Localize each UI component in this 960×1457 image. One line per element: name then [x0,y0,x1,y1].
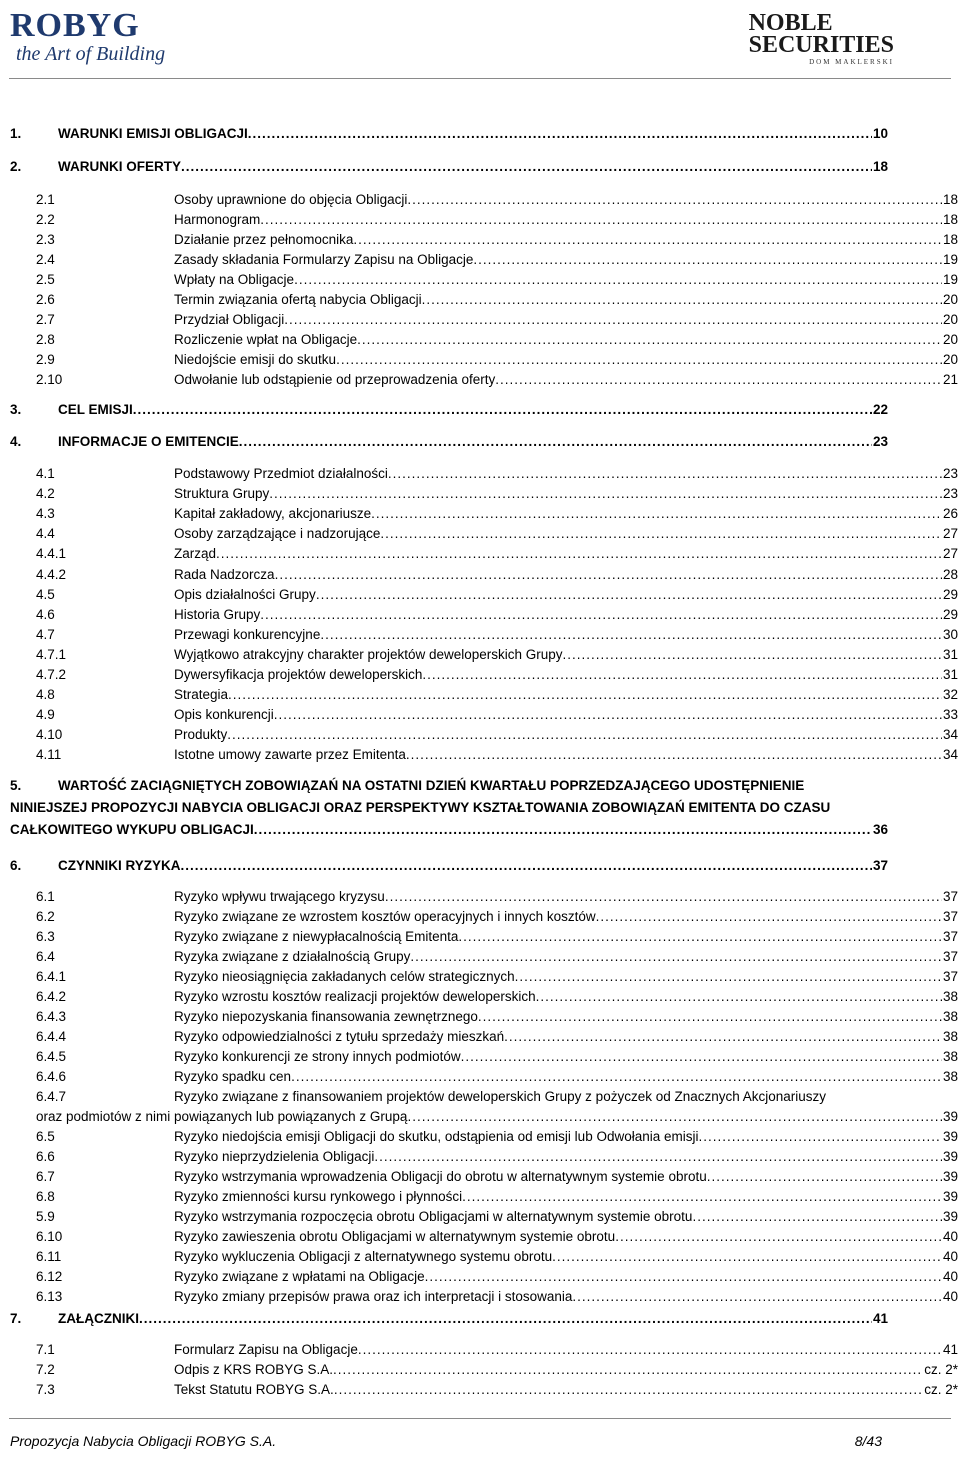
toc-entry-page: 32 [942,687,958,703]
toc-dot-leader [284,310,942,330]
toc-section-5-line-1 [10,776,958,796]
toc-item-4.10[interactable] [10,725,958,745]
toc-entry-page: cz. 2* [924,1362,958,1377]
toc-entry-number: 4.4.2 [36,566,67,582]
toc-entry-title: ZAŁĄCZNIKI [58,1311,139,1326]
toc-dot-leader [406,745,942,765]
toc-dot-leader [707,1167,942,1187]
toc-section-5-line-3[interactable] [10,820,958,840]
toc-entry-page: 20 [942,352,958,367]
toc-item-4.4[interactable] [10,524,958,544]
toc-dot-leader [291,1067,942,1087]
toc-entry-number: 4.10 [36,727,63,743]
toc-entry-title: CAŁKOWITEGO WYKUPU OBLIGACJI [10,822,254,837]
toc-entry-page: 31 [942,646,958,662]
toc-dot-leader [388,464,942,484]
toc-entry-number: 2.4 [36,252,55,267]
toc-dot-leader [139,1309,872,1329]
toc-entry-number: 6.1 [36,889,55,904]
toc-entry-page: 40 [942,1289,958,1304]
toc-dot-leader [504,1027,942,1047]
toc-entry-number: 6.2 [36,909,55,924]
toc-entry-title: Rozliczenie wpłat na Obligacje [174,332,358,347]
toc-entry-number: 2.10 [36,372,63,387]
toc-entry-number: 4.7.2 [36,667,67,682]
toc-entry-number: 2.6 [36,292,55,307]
toc-entry-title: Osoby zarządzające i nadzorujące [174,526,381,542]
toc-entry-number: 6.4.2 [36,989,67,1004]
toc-dot-leader [478,1007,942,1027]
toc-entry-title: Ryzyko spadku cen [174,1069,292,1084]
toc-entry-title: Wyjątkowo atrakcyjny charakter projektów deweloperskich Grupy [174,646,563,662]
toc-entry-title: Tekst Statutu ROBYG S.A. [174,1382,334,1397]
toc-item-4.7.1[interactable] [10,645,958,665]
toc-item-6.4[interactable] [10,947,958,967]
toc-entry-number: 6.12 [36,1269,63,1284]
noble-securities-logo [749,12,894,66]
toc-dot-leader [320,625,942,645]
toc-entry-page: 23 [942,486,958,502]
toc-entry-number: 6.5 [36,1129,55,1144]
toc-item-4.6[interactable] [10,605,958,625]
toc-entry-title: Istotne umowy zawarte przez Emitenta [174,747,406,763]
toc-entry-page: 39 [942,1209,958,1224]
toc-item-6.4.5[interactable] [10,1047,958,1067]
toc-entry-title: Formularz Zapisu na Obligacje [174,1342,358,1357]
toc-entry-title: Przydział Obligacji [174,312,285,327]
noble-logo-line1: NOBLE [748,10,833,36]
toc-entry-page: 26 [942,506,958,522]
toc-dot-leader [248,124,872,144]
toc-dot-leader [269,484,942,504]
toc-entry-title: Ryzyko związane z niewypłacalnością Emitenta [174,929,459,944]
toc-item-6.4.1[interactable] [10,967,958,987]
toc-section-4[interactable] [10,432,958,452]
toc-entry-title: Strategia [174,687,229,703]
toc-entry-number: 6.10 [36,1229,63,1244]
toc-entry-title: Działanie przez pełnomocnika [174,232,354,247]
toc-entry-number: 6.8 [36,1189,55,1204]
toc-entry-number: 6.11 [36,1249,62,1264]
toc-dot-leader [422,665,942,685]
toc-entry-title: Osoby uprawnione do objęcia Obligacji [174,192,408,207]
toc-item-6.4.2[interactable] [10,987,958,1007]
toc-entry-number: 6. [10,858,22,873]
toc-item-4.11[interactable] [10,745,958,765]
toc-entry-title: Opis działalności Grupy [174,586,316,602]
toc-item-2.4[interactable] [10,250,958,270]
toc-item-2.5[interactable] [10,270,958,290]
toc-dot-leader [228,685,942,705]
toc-dot-leader [260,605,942,625]
robyg-logo [10,8,165,64]
toc-entry-title: WARUNKI OFERTY [58,159,181,174]
toc-dot-leader [407,190,942,210]
toc-entry-number: 6.13 [36,1289,63,1304]
toc-item-6.2[interactable] [10,907,958,927]
toc-entry-title: Ryzyko związane z wpłatami na Obligacje [174,1269,425,1284]
toc-entry-page: 18 [942,232,958,247]
toc-entry-title: Struktura Grupy [174,486,270,502]
toc-section-5-text: NINIEJSZEJ PROPOZYCJI NABYCIA OBLIGACJI ORAZ PERSPEKTYWY KSZTAŁTOWANIA ZOBOWIĄZAŃ EMITENTA DO CZASU [10,800,831,815]
toc-item-6.5[interactable] [10,1127,958,1147]
toc-entry-page: 21 [942,372,958,387]
toc-item-4.4.2[interactable] [10,565,958,585]
toc-entry-page: 20 [942,312,958,327]
toc-entry-number: 6.4.5 [36,1049,67,1064]
toc-entry-number: 7.1 [36,1342,55,1357]
toc-entry-page: 27 [942,526,958,542]
toc-item-4.4.1[interactable] [10,544,958,564]
toc-entry-number: 2.8 [36,332,55,347]
toc-dot-leader [422,290,942,310]
footer-page-number: 8/43 [854,1433,882,1449]
robyg-logo-tagline: the Art of Building [16,43,166,65]
toc-item-6.4.6[interactable] [10,1067,958,1087]
toc-entry-title: Ryzyko zawieszenia obrotu Obligacjami w alternatywnym systemie obrotu [174,1229,616,1244]
toc-entry-title: Harmonogram [174,212,261,227]
toc-entry-number: 6.4.3 [36,1009,67,1024]
toc-dot-leader [495,370,942,390]
toc-entry-page: 20 [942,292,958,307]
toc-entry-number: 5.9 [36,1209,55,1224]
toc-item-4.7.2[interactable] [10,665,958,685]
toc-entry-title: Ryzyko zmiany przepisów prawa oraz ich interpretacji i stosowania [174,1289,573,1304]
toc-entry-number: 2.7 [36,312,55,327]
toc-entry-title: Ryzyko wzrostu kosztów realizacji projektów deweloperskich [174,989,536,1004]
toc-entry-title: Niedojście emisji do skutku [174,352,337,367]
toc-entry-number: 6.4.4 [36,1029,67,1044]
toc-entry-page: 39 [942,1169,958,1184]
toc-entry-page: 31 [942,667,958,682]
toc-item-6.7[interactable] [10,1167,958,1187]
toc-entry-number: 7. [10,1311,22,1326]
toc-entry-number: 6.4.6 [36,1069,67,1084]
toc-entry-page: 23 [872,434,888,449]
toc-dot-leader [181,856,872,876]
toc-dot-leader [596,907,942,927]
toc-entry-title: Ryzyko związane ze wzrostem kosztów operacyjnych i innych kosztów [174,909,596,924]
toc-entry-page: 30 [942,626,958,642]
toc-entry-number: 6.4 [36,949,55,964]
toc-entry-page: 39 [942,1189,958,1204]
toc-item-6.13[interactable] [10,1287,958,1307]
toc-dot-leader [254,820,872,840]
toc-entry-title: Ryzyko odpowiedzialności z tytułu sprzedaży mieszkań [174,1029,505,1044]
toc-entry-number: 4.8 [36,687,55,703]
noble-logo-line2: SECURITIES [748,32,894,58]
toc-item-4.7[interactable] [10,625,958,645]
toc-entry-number: 2.1 [36,192,55,207]
toc-entry-title: Produkty [174,727,228,743]
toc-entry-page: 39 [942,1149,958,1164]
toc-dot-leader [407,1107,942,1127]
toc-entry-number: 2.3 [36,232,55,247]
noble-logo-line3: DOM MAKLERSKI [809,58,894,66]
toc-entry-title: Ryzyko niepozyskania finansowania zewnętrznego [174,1009,478,1024]
toc-item-6.4.7-cont[interactable] [10,1107,958,1127]
toc-item-6.8[interactable] [10,1187,958,1207]
toc-dot-leader [461,1047,942,1067]
toc-entry-page: 37 [942,909,958,924]
toc-item-7.2[interactable] [10,1360,958,1380]
toc-dot-leader [615,1227,942,1247]
toc-entry-title: CZYNNIKI RYZYKA [58,858,181,873]
toc-item-6.4.3[interactable] [10,1007,958,1027]
toc-section-6[interactable] [10,856,958,876]
toc-entry-page: 37 [942,969,958,984]
toc-entry-number: 6.4.1 [36,969,67,984]
toc-dot-leader [275,565,942,585]
toc-entry-title: Ryzyko wstrzymania rozpoczęcia obrotu Obligacjami w alternatywnym systemie obrotu [174,1209,693,1224]
toc-entry-title: Ryzyko związane z finansowaniem projektów deweloperskich Grupy z pożyczek od Znacznych Akcjonariuszy [174,1089,827,1104]
toc-entry-number: 6.7 [36,1169,55,1184]
toc-entry-title: Ryzyko nieprzydzielenia Obligacji [174,1149,375,1164]
toc-entry-number: 1. [10,126,22,141]
toc-entry-number: 4.5 [36,586,55,602]
toc-item-2.1[interactable] [10,190,958,210]
toc-entry-number: 4.9 [36,707,55,723]
toc-entry-page: 23 [942,466,958,481]
header-divider [9,78,951,79]
toc-entry-number: 2.5 [36,272,55,287]
toc-dot-leader [316,585,942,605]
toc-dot-leader [552,1247,942,1267]
toc-entry-title: Opis konkurencji [174,707,274,723]
toc-entry-number: 4.3 [36,506,55,522]
toc-dot-leader [274,705,942,725]
toc-entry-number: 4.7.1 [36,646,67,662]
toc-dot-leader [515,967,942,987]
toc-entry-title: Historia Grupy [174,606,261,622]
toc-entry-title: Rada Nadzorcza [174,566,275,582]
toc-dot-leader [410,947,942,967]
toc-item-2.2[interactable] [10,210,958,230]
toc-entry-title: WARUNKI EMISJI OBLIGACJI [58,126,248,141]
toc-entry-number: 4. [10,434,22,449]
toc-entry-title: Zarząd [174,546,217,562]
toc-item-2.8[interactable] [10,330,958,350]
toc-dot-leader [699,1127,942,1147]
toc-entry-page: 19 [942,272,958,287]
toc-entry-number: 2.2 [36,212,55,227]
toc-entry-number: 7.2 [36,1362,55,1377]
toc-entry-title: Odpis z KRS ROBYG S.A. [174,1362,334,1377]
toc-dot-leader [425,1267,942,1287]
toc-item-4.8[interactable] [10,685,958,705]
toc-dot-leader [536,987,942,1007]
toc-dot-leader [473,250,942,270]
toc-entry-page: 18 [942,212,958,227]
toc-entry-title: CEL EMISJI [58,402,133,417]
toc-entry-page: 18 [942,192,958,207]
toc-dot-leader [462,1187,942,1207]
toc-item-4.2[interactable] [10,484,958,504]
toc-entry-title: Ryzyko wpływu trwającego kryzysu [174,889,385,904]
toc-item-6.10[interactable] [10,1227,958,1247]
toc-entry-page: 18 [872,159,888,174]
toc-entry-page: 40 [942,1269,958,1284]
toc-dot-leader [294,270,942,290]
toc-item-2.6[interactable] [10,290,958,310]
toc-entry-page: 37 [942,929,958,944]
toc-entry-page: 33 [942,707,958,723]
toc-item-6.6[interactable] [10,1147,958,1167]
toc-entry-title: Ryzyko wykluczenia Obligacji z alternatywnego systemu obrotu [174,1249,553,1264]
toc-dot-leader [260,210,942,230]
toc-item-2.9[interactable] [10,350,958,370]
toc-entry-page: 40 [942,1249,958,1264]
toc-entry-number: 4.4 [36,526,55,542]
toc-entry-page: 29 [942,586,958,602]
toc-entry-page: 41 [872,1311,888,1326]
toc-dot-leader [692,1207,942,1227]
toc-section-2[interactable] [10,157,958,177]
toc-entry-title: Dywersyfikacja projektów deweloperskich [174,667,423,682]
toc-entry-title: Wpłaty na Obligacje [174,272,295,287]
toc-entry-page: 37 [942,949,958,964]
toc-entry-number: 6.6 [36,1149,55,1164]
toc-item-4.9[interactable] [10,705,958,725]
toc-entry-number: 4.7 [36,626,55,642]
toc-entry-number: 3. [10,402,22,417]
toc-entry-page: 41 [942,1342,958,1357]
toc-dot-leader [227,725,942,745]
toc-entry-page: 22 [872,402,888,417]
toc-entry-title: Przewagi konkurencyjne [174,626,321,642]
toc-entry-title: Podstawowy Przedmiot działalności [174,466,388,481]
toc-entry-page: 29 [942,606,958,622]
toc-entry-title: Kapitał zakładowy, akcjonariusze [174,506,372,522]
footer-document-title: Propozycja Nabycia Obligacji ROBYG S.A. [10,1433,277,1449]
toc-entry-title: Termin związania ofertą nabycia Obligacji [174,292,422,307]
toc-entry-number: 4.1 [36,466,55,481]
toc-section-5-text: WARTOŚĆ ZACIĄGNIĘTYCH ZOBOWIĄZAŃ NA OSTATNI DZIEŃ KWARTAŁU POPRZEDZAJĄCEGO UDOSTĘPNIENIE [58,778,805,793]
toc-dot-leader [133,400,872,420]
toc-item-7.1[interactable] [10,1340,958,1360]
toc-item-6.12[interactable] [10,1267,958,1287]
toc-entry-title: Ryzyko niedojścia emisji Obligacji do skutku, odstąpienia od emisji lub Odwołania emisji [174,1129,699,1144]
toc-entry-title: Ryzyko zmienności kursu rynkowego i płynności [174,1189,463,1204]
toc-item-6.4.7 [10,1087,958,1107]
toc-entry-title: Odwołanie lub odstąpienie od przeprowadzenia oferty [174,372,496,387]
toc-dot-leader [357,330,942,350]
toc-entry-page: 28 [942,566,958,582]
toc-item-4.3[interactable] [10,504,958,524]
toc-entry-title: Ryzyko wstrzymania wprowadzenia Obligacji do obrotu w alternatywnym systemie obrotu [174,1169,707,1184]
toc-entry-number: 4.4.1 [36,546,67,562]
toc-entry-number: 4.6 [36,606,55,622]
toc-item-6.11[interactable] [10,1247,958,1267]
toc-entry-page: 34 [942,747,958,763]
toc-entry-title: Ryzyko nieosiągnięcia zakładanych celów strategicznych [174,969,515,984]
toc-section-1[interactable] [10,124,958,144]
toc-item-2.3[interactable] [10,230,958,250]
toc-entry-number: 2. [10,159,22,174]
toc-entry-title: Ryzyka związane z działalnością Grupy [174,949,411,964]
toc-item-2.7[interactable] [10,310,958,330]
toc-item-4.1[interactable] [10,464,958,484]
toc-entry-number: 2.9 [36,352,55,367]
toc-dot-leader [334,1380,923,1400]
toc-entry-title: Ryzyko konkurencji ze strony innych podmiotów [174,1049,461,1064]
toc-entry-page: 10 [872,126,888,141]
toc-entry-page: 27 [942,546,958,562]
robyg-logo-brand: ROBYG [10,7,140,44]
toc-entry-page: 38 [942,989,958,1004]
toc-section-5-line-2 [10,798,958,818]
toc-entry-page: 36 [872,822,888,837]
toc-dot-leader [563,645,942,665]
toc-entry-page: 37 [942,889,958,904]
toc-entry-page: cz. 2* [924,1382,958,1397]
toc-entry-title: oraz podmiotów z nimi powiązanych lub powiązanych z Grupą [36,1109,408,1124]
toc-dot-leader [216,544,942,564]
toc-entry-page: 20 [942,332,958,347]
toc-dot-leader [458,927,942,947]
toc-dot-leader [181,157,872,177]
toc-entry-title: INFORMACJE O EMITENCIE [58,434,239,449]
toc-dot-leader [380,524,942,544]
toc-entry-page: 38 [942,1049,958,1064]
toc-section-3[interactable] [10,400,958,420]
toc-dot-leader [336,350,942,370]
toc-entry-page: 37 [872,858,888,873]
toc-item-6.1[interactable] [10,887,958,907]
toc-entry-number: 7.3 [36,1382,55,1397]
toc-item-6.3[interactable] [10,927,958,947]
toc-entry-number: 4.11 [36,747,62,763]
toc-dot-leader [385,887,942,907]
toc-dot-leader [239,432,872,452]
toc-entry-page: 34 [942,727,958,743]
toc-dot-leader [333,1360,923,1380]
toc-entry-page: 19 [942,252,958,267]
toc-item-5.9[interactable] [10,1207,958,1227]
toc-entry-number: 6.3 [36,929,55,944]
toc-entry-page: 38 [942,1069,958,1084]
toc-dot-leader [371,504,942,524]
toc-entry-number: 5. [10,778,22,793]
toc-item-4.5[interactable] [10,585,958,605]
toc-dot-leader [358,1340,942,1360]
toc-item-7.3[interactable] [10,1380,958,1400]
toc-dot-leader [572,1287,942,1307]
toc-dot-leader [353,230,942,250]
toc-entry-page: 40 [942,1229,958,1244]
toc-entry-number: 6.4.7 [36,1089,67,1104]
toc-item-6.4.4[interactable] [10,1027,958,1047]
toc-item-2.10[interactable] [10,370,958,390]
toc-section-7[interactable] [10,1309,958,1329]
toc-entry-page: 39 [942,1129,958,1144]
toc-entry-page: 38 [942,1009,958,1024]
toc-dot-leader [374,1147,942,1167]
toc-entry-number: 4.2 [36,486,55,502]
toc-entry-page: 38 [942,1029,958,1044]
toc-entry-title: Zasady składania Formularzy Zapisu na Obligacje [174,252,474,267]
toc-entry-page: 39 [942,1109,958,1124]
footer-divider [9,1418,951,1419]
page-header [0,0,960,80]
